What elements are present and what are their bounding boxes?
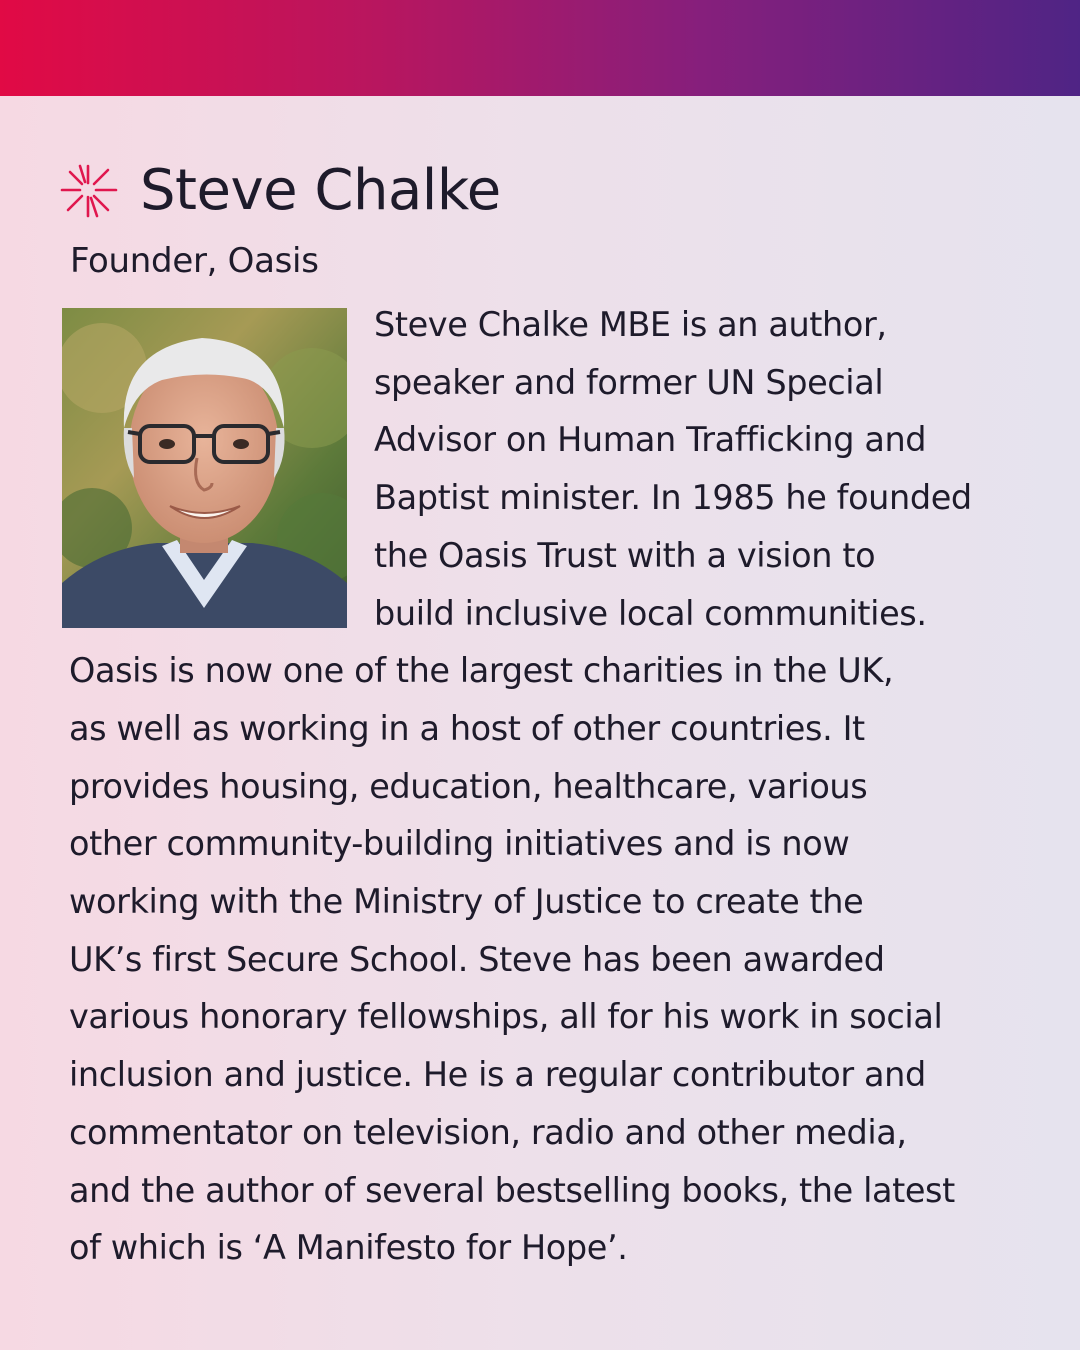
- person-role: Founder, Oasis: [70, 241, 319, 281]
- biography-text: [69, 296, 1064, 1277]
- bio-line: and the author of several bestselling books, the latest: [69, 1170, 955, 1210]
- bio-line: various honorary fellowships, all for his work in social: [69, 997, 943, 1037]
- sparkle-icon: [58, 160, 118, 220]
- bio-line: working with the Ministry of Justice to create the: [69, 882, 864, 922]
- top-gradient-band: [0, 0, 1080, 96]
- bio-line: Oasis is now one of the largest charities in the UK,: [69, 651, 894, 691]
- bio-line: the Oasis Trust with a vision to: [374, 535, 876, 575]
- bio-line: Advisor on Human Trafficking and: [374, 420, 927, 460]
- bio-line: speaker and former UN Special: [374, 362, 884, 402]
- person-name: Steve Chalke: [140, 158, 501, 223]
- bio-line: inclusion and justice. He is a regular contributor and: [69, 1055, 926, 1095]
- bio-line: of which is ‘A Manifesto for Hope’.: [69, 1228, 628, 1268]
- bio-line: as well as working in a host of other countries. It: [69, 708, 865, 748]
- bio-line: other community-building initiatives and is now: [69, 824, 850, 864]
- bio-line: commentator on television, radio and other media,: [69, 1112, 907, 1152]
- bio-line: Baptist minister. In 1985 he founded: [374, 478, 972, 518]
- bio-line: UK’s first Secure School. Steve has been awarded: [69, 939, 885, 979]
- bio-line: provides housing, education, healthcare, various: [69, 766, 868, 806]
- bio-line: build inclusive local communities.: [374, 593, 927, 633]
- bio-line: Steve Chalke MBE is an author,: [374, 305, 887, 344]
